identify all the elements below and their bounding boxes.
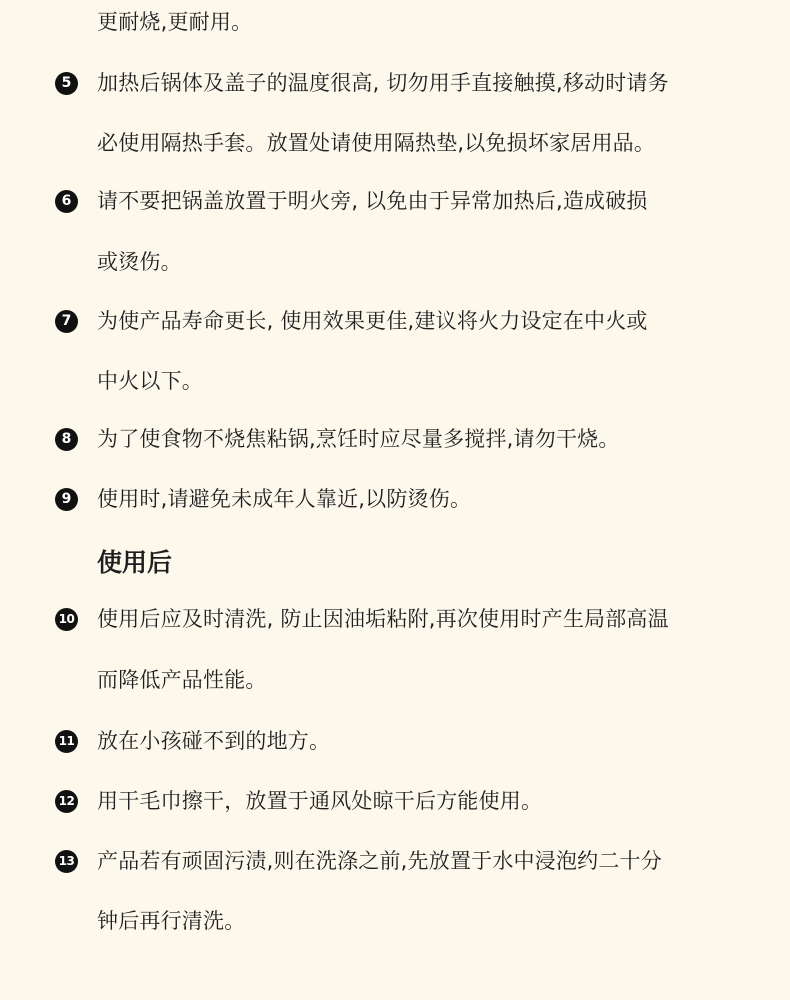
item-10-number-badge: 10 — [55, 608, 78, 631]
item-10-line-2: 而降低产品性能。 — [97, 668, 267, 692]
item-13-line-2: 钟后再行清洗。 — [97, 909, 246, 933]
item-5-line-2: 必使用隔热手套。放置处请使用隔热垫,以免损坏家居用品。 — [97, 131, 656, 155]
item-7-line-2: 中火以下。 — [97, 369, 203, 393]
item-8-line-1: 为了使食物不烧焦粘锅,烹饪时应尽量多搅拌,请勿干烧。 — [97, 427, 620, 451]
item-12-number-badge: 12 — [55, 790, 78, 813]
item-6-line-1: 请不要把锅盖放置于明火旁, 以免由于异常加热后,造成破损 — [97, 189, 648, 213]
item-5-number-badge: 5 — [55, 72, 78, 95]
item-8-number-badge: 8 — [55, 428, 78, 451]
item-7-line-1: 为使产品寿命更长, 使用效果更佳,建议将火力设定在中火或 — [97, 309, 648, 333]
item-5-line-1: 加热后锅体及盖子的温度很高, 切勿用手直接触摸,移动时请务 — [97, 71, 669, 95]
item-13-line-1: 产品若有顽固污渍,则在洗涤之前,先放置于水中浸泡约二十分 — [97, 849, 662, 873]
item-10-line-1: 使用后应及时清洗, 防止因油垢粘附,再次使用时产生局部高温 — [97, 607, 669, 631]
item-13-number-badge: 13 — [55, 850, 78, 873]
item-12-line-1: 用干毛巾擦干，放置于通风处晾干后方能使用。 — [97, 789, 543, 813]
item-11-number-badge: 11 — [55, 730, 78, 753]
item-6-number-badge: 6 — [55, 190, 78, 213]
item-9-line-1: 使用时,请避免未成年人靠近,以防烫伤。 — [97, 487, 472, 511]
item-6-line-2: 或烫伤。 — [97, 250, 182, 274]
item-9-number-badge: 9 — [55, 488, 78, 511]
item-7-number-badge: 7 — [55, 310, 78, 333]
section-heading-after-use: 使用后 — [97, 548, 173, 577]
item-11-line-1: 放在小孩碰不到的地方。 — [97, 729, 331, 753]
item-4-line-2: 更耐烧,更耐用。 — [97, 10, 253, 34]
